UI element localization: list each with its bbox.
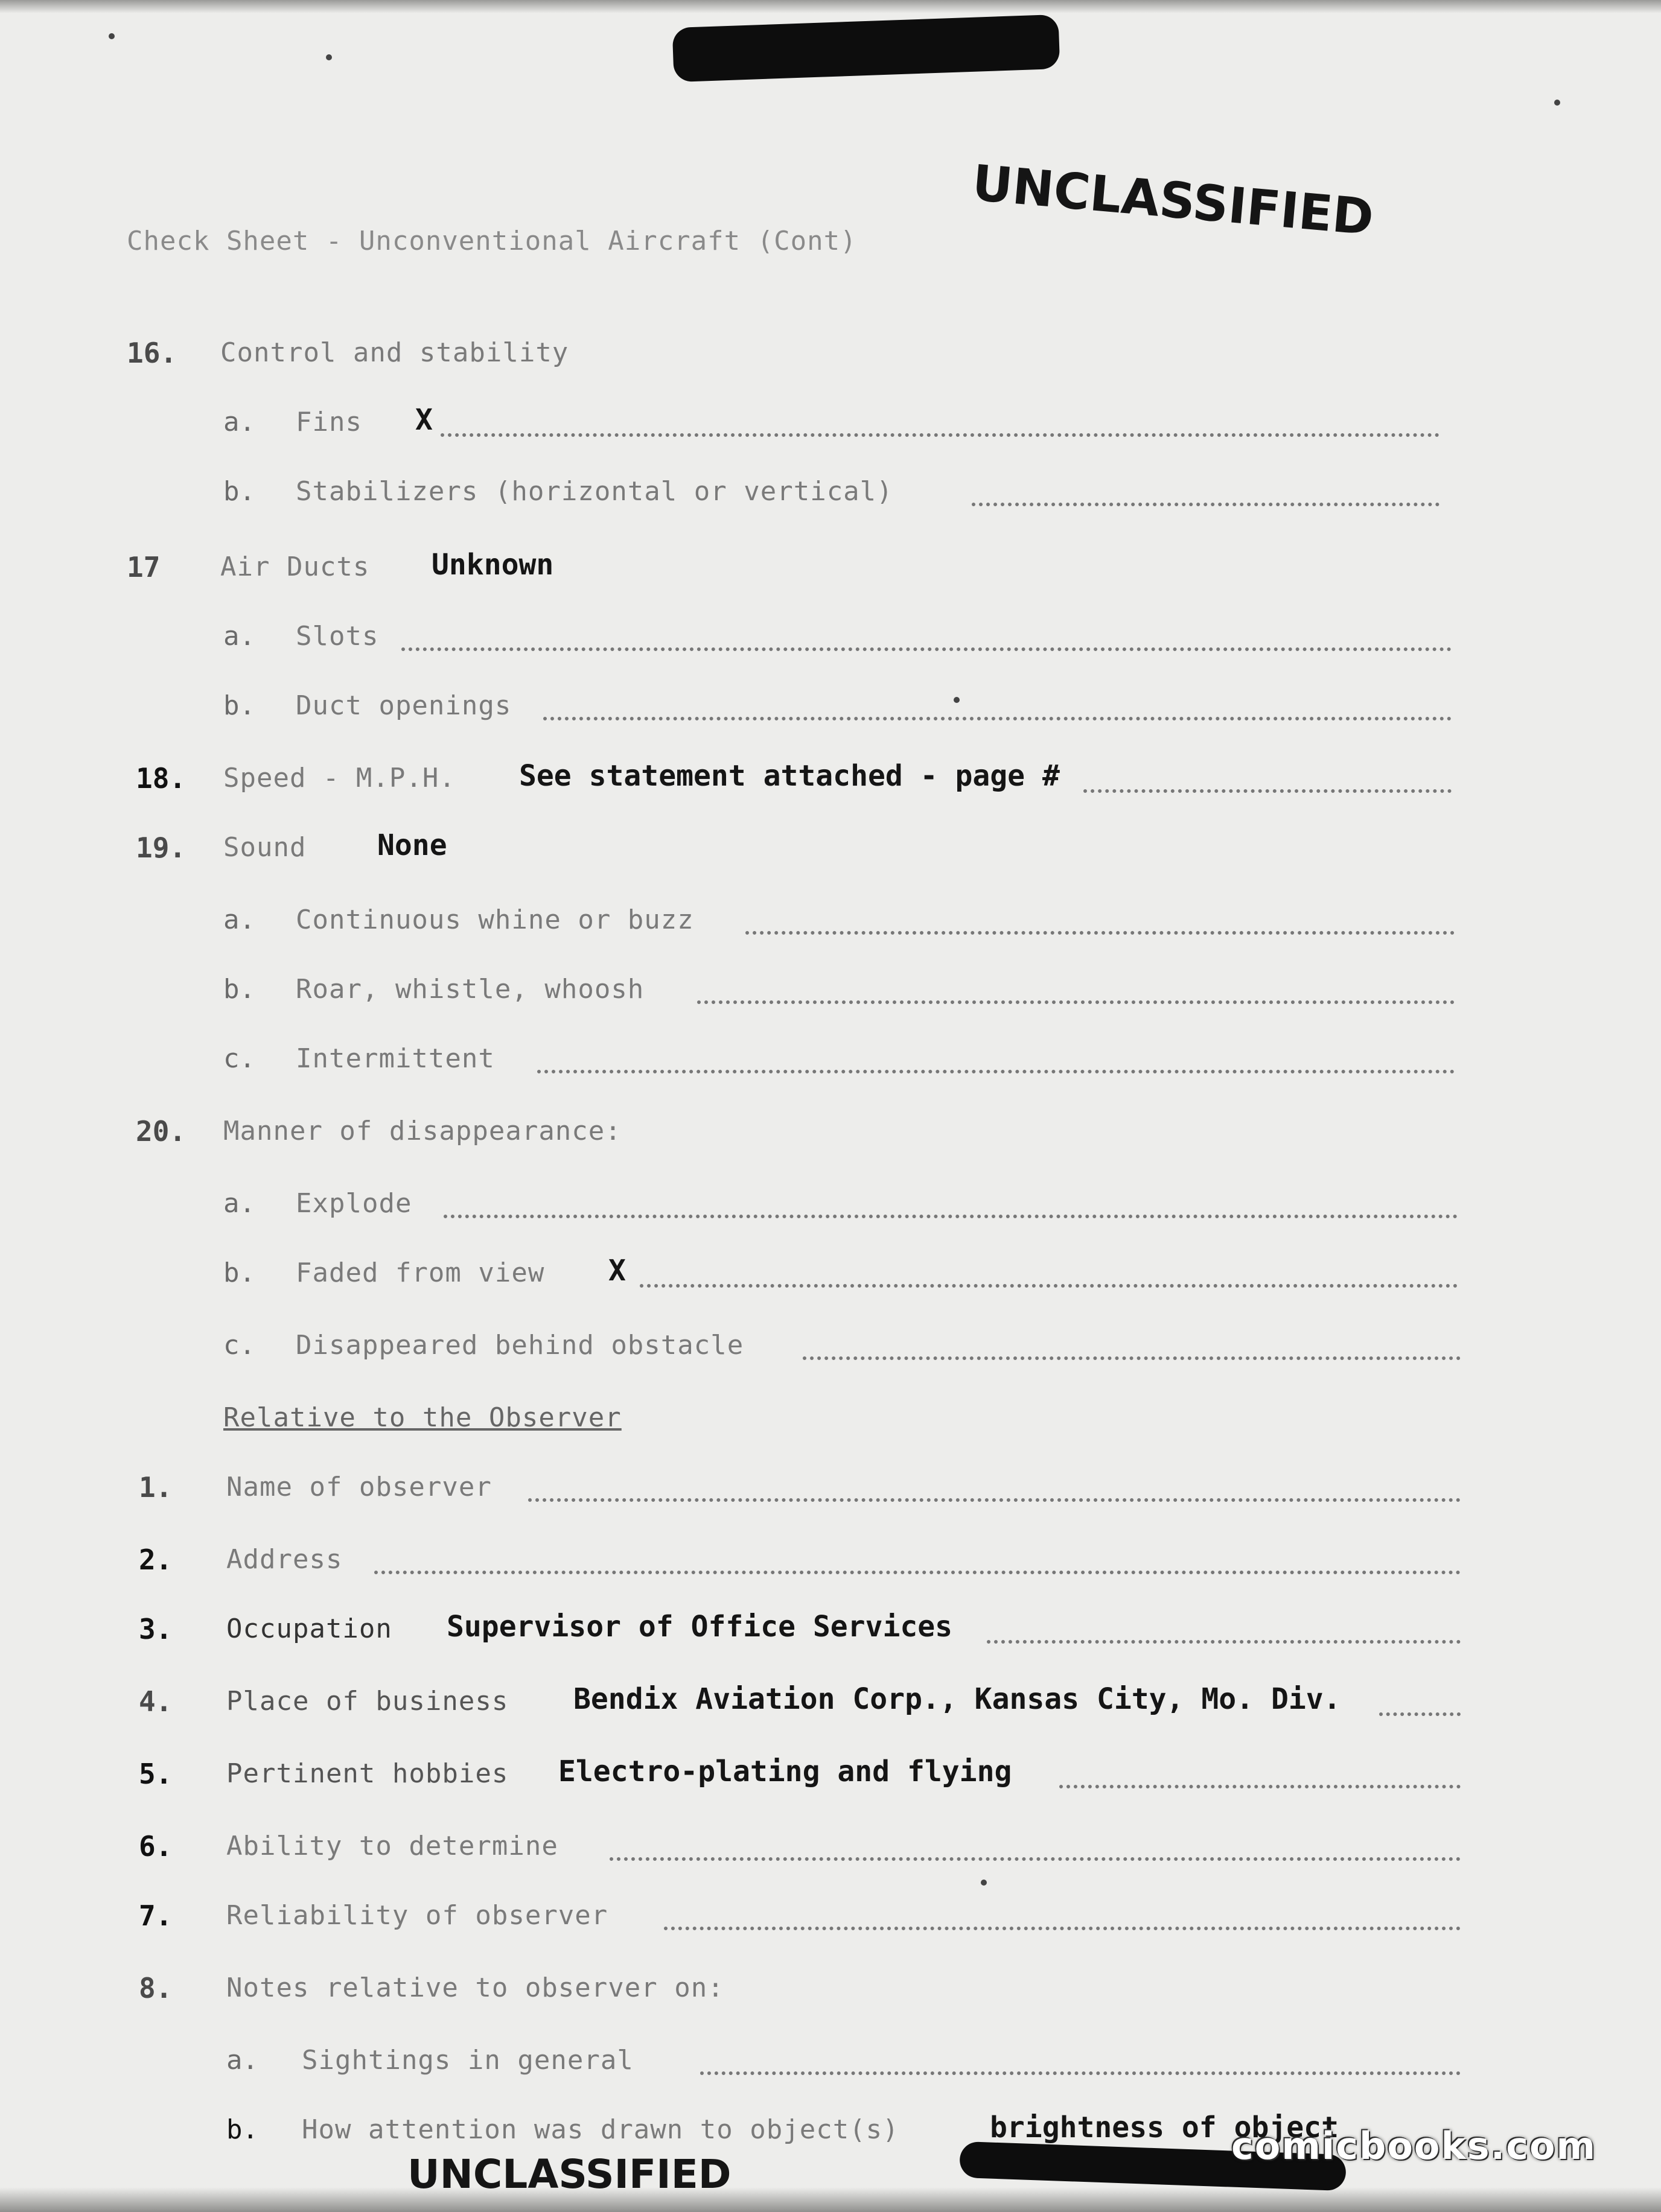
item-label: Air Ducts xyxy=(220,551,370,582)
answer-value: Supervisor of Office Services xyxy=(447,1610,953,1644)
item-number: 8. xyxy=(139,1972,173,2004)
fill-line xyxy=(374,1571,1461,1574)
fill-line xyxy=(543,717,1452,720)
observer-item-1-row xyxy=(0,1469,1661,1518)
scan-speck xyxy=(1554,100,1560,106)
fill-line xyxy=(700,2071,1461,2075)
item-number: 2. xyxy=(139,1543,173,1576)
observer-item-3-row xyxy=(0,1611,1661,1659)
observer-item-6-row xyxy=(0,1828,1661,1877)
sub-letter: a. xyxy=(223,621,255,652)
item-label: Notes relative to observer on: xyxy=(226,1972,724,2003)
sub-letter: a. xyxy=(223,407,255,437)
sub-letter: a. xyxy=(223,1188,255,1219)
item-label: Address xyxy=(226,1544,343,1575)
fill-line xyxy=(610,1857,1461,1861)
item-label: Speed - M.P.H. xyxy=(223,763,456,793)
sub-label: Explode xyxy=(296,1188,412,1219)
answer-value: Unknown xyxy=(432,548,554,582)
sub-label: Continuous whine or buzz xyxy=(296,904,694,935)
fill-line xyxy=(528,1498,1461,1502)
item-20b-row xyxy=(0,1255,1661,1303)
answer-value: Electro-plating and flying xyxy=(558,1755,1012,1788)
item-label: Ability to determine xyxy=(226,1831,558,1861)
item-number: 4. xyxy=(139,1685,173,1718)
fill-line xyxy=(1059,1785,1461,1788)
item-number: 5. xyxy=(139,1758,173,1790)
item-number: 3. xyxy=(139,1613,173,1645)
unclassified-stamp-top: UNCLASSIFIED xyxy=(970,154,1376,247)
scan-speck xyxy=(981,1880,987,1886)
sub-label: Duct openings xyxy=(296,690,512,721)
sub-letter: b. xyxy=(223,974,255,1005)
item-16b-row xyxy=(0,474,1661,522)
sub-label: Disappeared behind obstacle xyxy=(296,1330,744,1361)
fill-line xyxy=(537,1070,1455,1073)
observer-item-8a-row xyxy=(0,2042,1661,2091)
item-17b-row xyxy=(0,688,1661,736)
item-19c-row xyxy=(0,1041,1661,1089)
item-17-row xyxy=(0,549,1661,597)
sub-label: Sightings in general xyxy=(302,2045,634,2076)
fill-line xyxy=(803,1356,1461,1360)
sub-letter: a. xyxy=(223,904,255,935)
observer-item-4-row xyxy=(0,1683,1661,1732)
item-number: 1. xyxy=(139,1471,173,1504)
sub-label: Fins xyxy=(296,407,362,437)
redaction-blot-top xyxy=(672,14,1060,82)
sub-letter: b. xyxy=(223,690,255,721)
observer-item-7-row xyxy=(0,1898,1661,1946)
sub-label: Stabilizers (horizontal or vertical) xyxy=(296,476,893,507)
sub-letter: b. xyxy=(223,476,255,507)
fill-line xyxy=(1379,1712,1461,1716)
item-number: 6. xyxy=(139,1830,173,1863)
fill-line xyxy=(441,433,1439,437)
fill-line xyxy=(664,1927,1461,1930)
sub-letter: b. xyxy=(223,1257,255,1288)
page-header-title: Check Sheet - Unconventional Aircraft (Cont) xyxy=(127,226,857,256)
fill-line xyxy=(640,1284,1458,1288)
observer-item-5-row xyxy=(0,1756,1661,1804)
item-19-row xyxy=(0,830,1661,878)
unclassified-stamp-bottom: UNCLASSIFIED xyxy=(407,2151,732,2198)
item-number: 18. xyxy=(136,762,187,795)
item-19b-row xyxy=(0,971,1661,1020)
item-number: 7. xyxy=(139,1899,173,1932)
answer-value: Bendix Aviation Corp., Kansas City, Mo. Div. xyxy=(573,1682,1341,1716)
sub-label: Roar, whistle, whoosh xyxy=(296,974,645,1005)
answer-value: brightness of object xyxy=(990,2111,1339,2144)
site-watermark: comicbooks.com xyxy=(1231,2124,1597,2168)
sub-letter: c. xyxy=(223,1330,255,1361)
observer-item-8-row xyxy=(0,1970,1661,2018)
item-number: 20. xyxy=(136,1115,187,1148)
item-number: 16. xyxy=(127,337,177,369)
item-label: Occupation xyxy=(226,1613,392,1644)
item-20-row xyxy=(0,1113,1661,1162)
fill-line xyxy=(697,1000,1455,1004)
item-number: 19. xyxy=(136,831,187,864)
item-label: Reliability of observer xyxy=(226,1900,608,1931)
sub-label: Faded from view xyxy=(296,1257,545,1288)
item-label: Manner of disappearance: xyxy=(223,1116,622,1146)
item-label: Pertinent hobbies xyxy=(226,1758,509,1789)
sub-label: Slots xyxy=(296,621,379,652)
scan-top-edge xyxy=(0,0,1661,13)
item-label: Control and stability xyxy=(220,337,569,368)
item-17a-row xyxy=(0,618,1661,667)
fill-line xyxy=(987,1640,1461,1644)
item-label: Name of observer xyxy=(226,1472,492,1502)
item-label: Sound xyxy=(223,832,307,863)
sub-letter: a. xyxy=(226,2045,258,2076)
fill-line xyxy=(972,503,1439,506)
fill-line xyxy=(444,1215,1458,1218)
item-label: Place of business xyxy=(226,1686,509,1717)
answer-value: X xyxy=(608,1254,626,1288)
item-16-row xyxy=(0,335,1661,383)
section-heading: Relative to the Observer xyxy=(223,1402,622,1433)
scan-speck xyxy=(109,33,115,39)
observer-item-2-row xyxy=(0,1542,1661,1590)
item-20c-row xyxy=(0,1327,1661,1376)
scan-speck xyxy=(326,54,332,60)
answer-value: See statement attached - page # xyxy=(519,759,1060,793)
item-19a-row xyxy=(0,902,1661,950)
scan-bottom-edge xyxy=(0,2187,1661,2212)
item-18-row xyxy=(0,760,1661,809)
section-heading-row xyxy=(0,1400,1661,1448)
answer-value: X xyxy=(415,403,433,437)
sub-label: Intermittent xyxy=(296,1043,495,1074)
answer-value: None xyxy=(377,828,447,862)
item-16a-row xyxy=(0,404,1661,453)
item-number: 17 xyxy=(127,551,161,583)
sub-letter: c. xyxy=(223,1043,255,1074)
item-20a-row xyxy=(0,1186,1661,1234)
sub-letter: b. xyxy=(226,2114,258,2145)
sub-label: How attention was drawn to object(s) xyxy=(302,2114,899,2145)
fill-line xyxy=(745,931,1455,935)
fill-line xyxy=(1083,789,1452,793)
fill-line xyxy=(401,647,1452,651)
